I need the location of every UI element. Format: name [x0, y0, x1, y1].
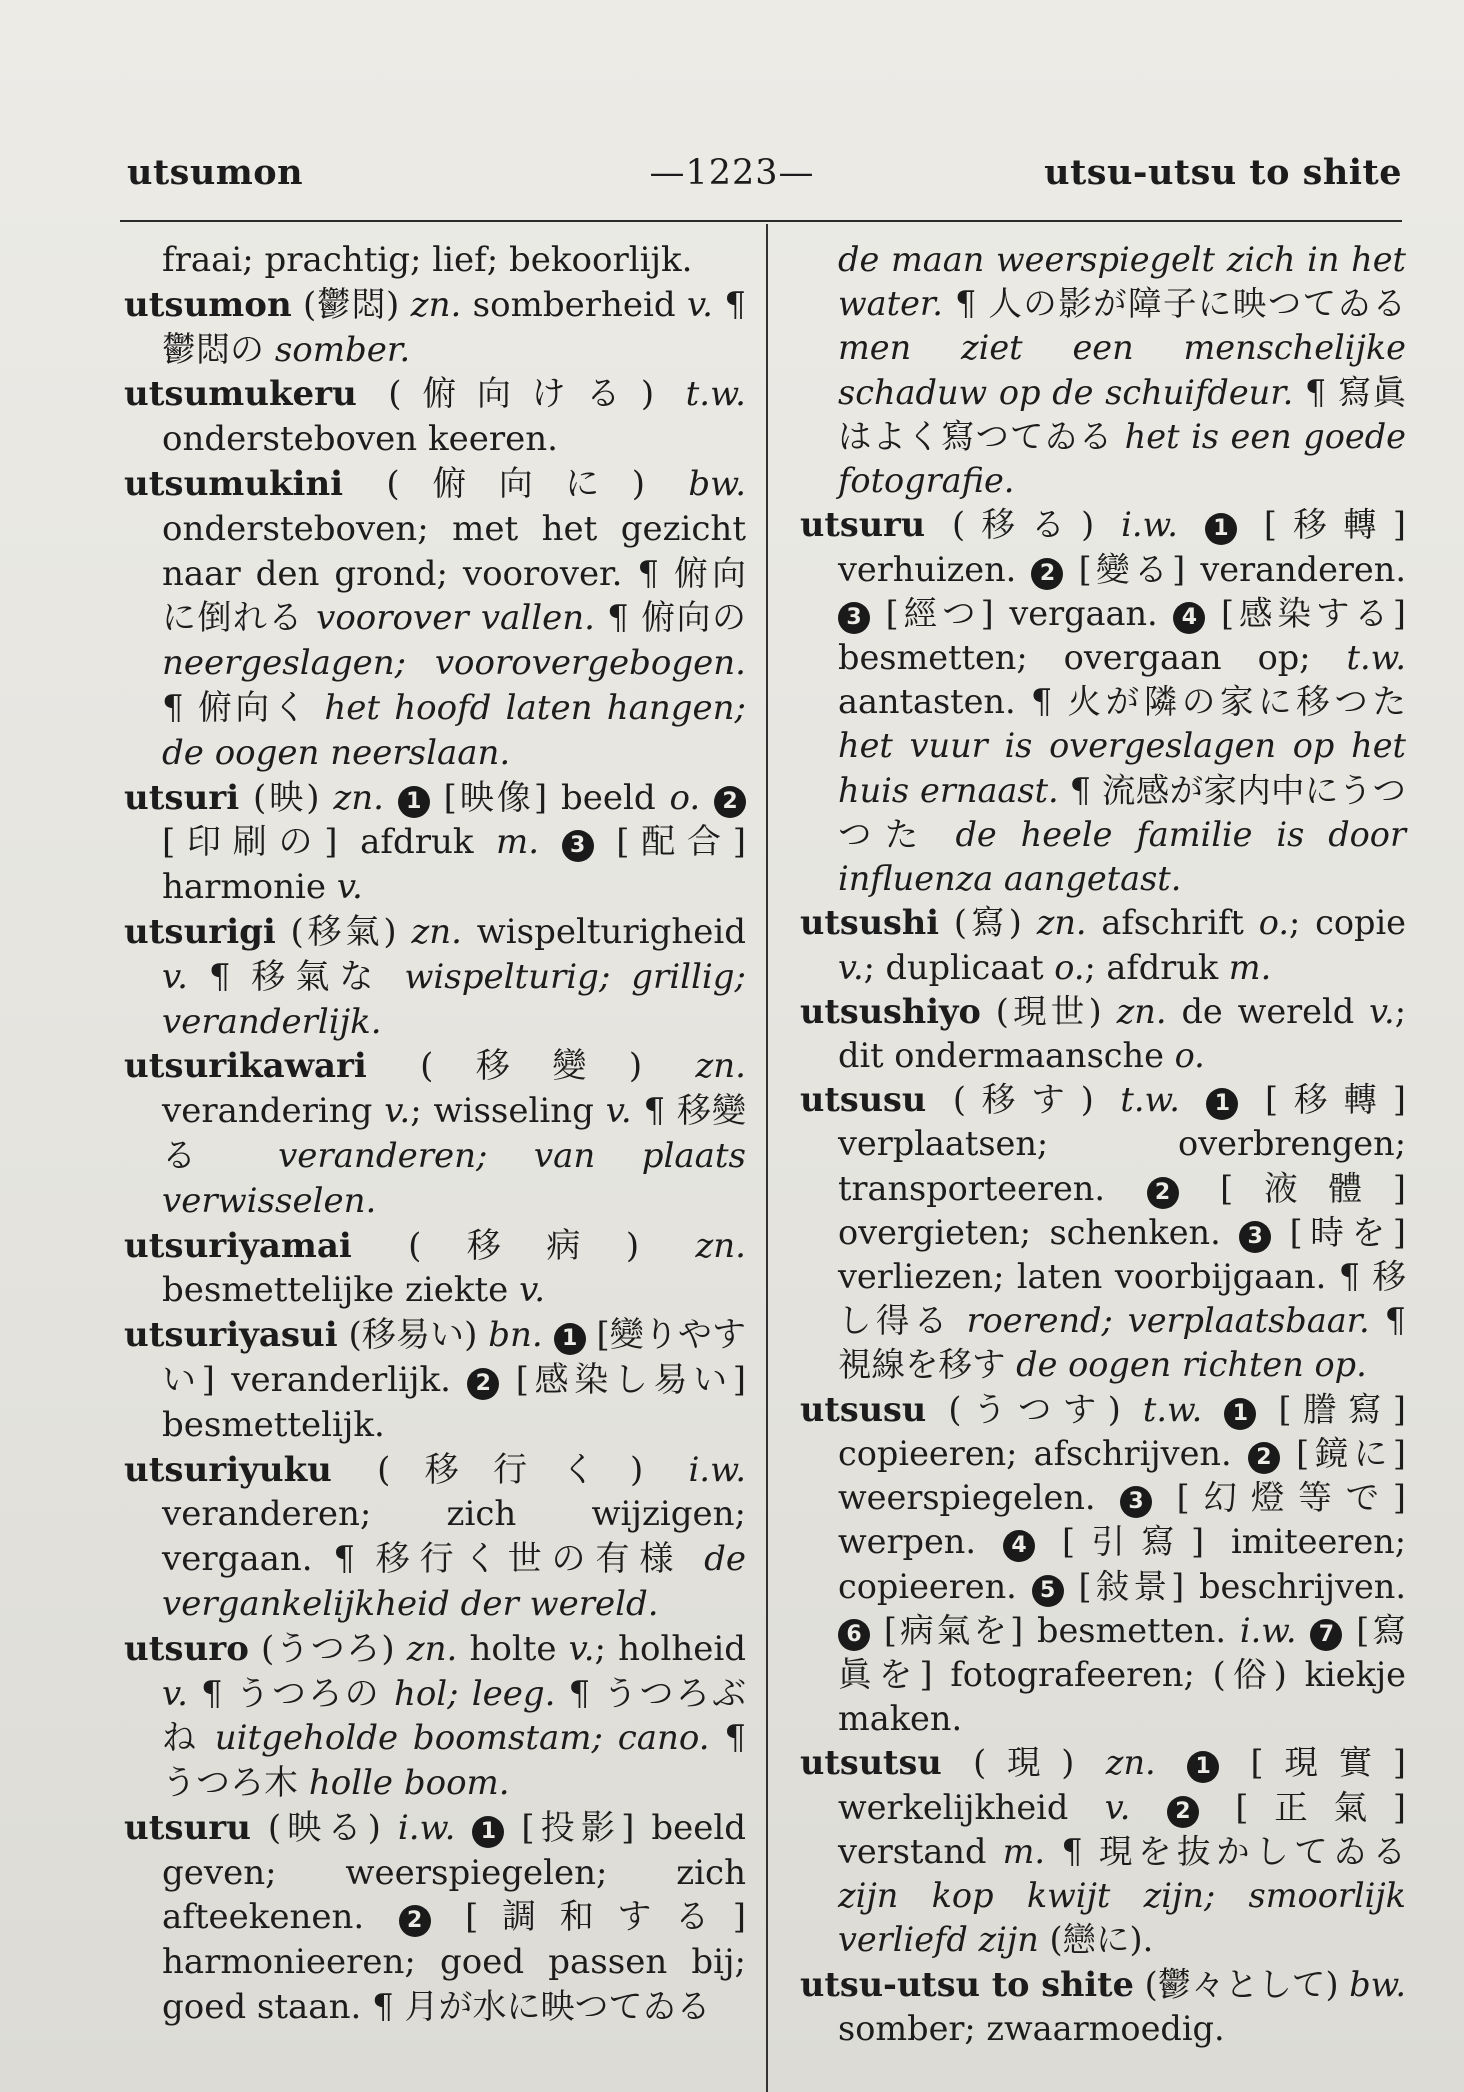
example-translation: uitgeholde boomstam; cano. [214, 1718, 710, 1759]
headword: utsumon [124, 284, 292, 325]
entry-text: afschrift [1086, 903, 1259, 943]
grammar-label: v. [686, 284, 713, 325]
dictionary-entry [124, 1044, 746, 1223]
example-translation: hol; leeg. [393, 1673, 556, 1714]
sense-number-badge: 1 [398, 786, 430, 818]
entry-text: [投影] beeld geven; weerspiegelen; zich afteekenen. [162, 1807, 746, 1938]
entry-text: ¶ 流感が家内中にうつつた [838, 770, 1406, 854]
grammar-label: t.w. [1142, 1389, 1203, 1429]
entry-text: ¶ 移氣な [187, 956, 405, 997]
entry-text: [現實] werkelijkheid [838, 1743, 1407, 1827]
headword: utsuro [124, 1628, 249, 1669]
grammar-label: v. [1104, 1787, 1131, 1827]
entry-text: ; dit ondermaansche [838, 991, 1406, 1075]
grammar-label: zn. [411, 911, 462, 952]
entry-text: (移病) [351, 1225, 696, 1266]
entry-text: somberheid [461, 284, 687, 325]
entry-text: (映る) [250, 1807, 398, 1848]
entry-text: (移す) [926, 1080, 1121, 1120]
dictionary-entry [124, 283, 746, 373]
entry-text: (鬱悶) [291, 284, 411, 325]
grammar-label: zn. [695, 1225, 746, 1266]
entry-text: (俯向に) [343, 463, 689, 504]
entry-text: [病氣を] besmetten. [870, 1610, 1240, 1650]
sense-number-badge: 5 [1032, 1575, 1064, 1607]
entry-text [384, 778, 398, 818]
dictionary-entry [800, 901, 1406, 989]
entry-text: ¶ 俯向の [594, 598, 747, 639]
entry-text: [敍景] beschrijven. [1063, 1566, 1406, 1606]
entry-text: [感染し易い] besmettelijk. [162, 1359, 746, 1445]
entry-text [539, 822, 562, 862]
entry-text: [變る] veranderen. [1063, 549, 1406, 589]
sense-number-badge: 3 [1120, 1486, 1152, 1518]
sense-number-badge: 1 [1187, 1751, 1219, 1783]
sense-number-badge: 3 [562, 830, 594, 862]
grammar-label: zn. [1105, 1743, 1156, 1783]
grammar-label: v. [162, 956, 188, 997]
dictionary-entry [124, 372, 746, 462]
sense-number-badge: 2 [1167, 1796, 1199, 1828]
dictionary-entry [124, 462, 746, 776]
sense-number-badge: 6 [838, 1619, 870, 1651]
entry-text [1180, 1080, 1207, 1119]
grammar-label: i.w. [1121, 505, 1178, 545]
example-translation: voorover vallen. [316, 598, 595, 639]
entry-text: ¶ うつろぶね [162, 1673, 746, 1759]
sense-number-badge: 2 [714, 786, 746, 818]
headword: utsushi [800, 903, 939, 943]
entry-text: [謄寫] copieeren; afschrijven. [838, 1389, 1406, 1473]
entry-text [1130, 1788, 1166, 1827]
sense-number-badge: 4 [1003, 1530, 1035, 1562]
entry-text: (戀に). [1038, 1920, 1154, 1960]
grammar-label: v. [1369, 991, 1395, 1031]
entry-text: ondersteboven; met het gezicht naar den grond; voorover. ¶ 俯向に倒れる [162, 508, 746, 639]
running-head-right: utsu-utsu to shite [1044, 152, 1402, 193]
example-translation: de vergankelijkheid der wereld. [162, 1539, 746, 1624]
entry-text: ¶ 寫眞はよく寫つてゐる [838, 372, 1406, 456]
entry-text: [移轉] verhuizen. [838, 505, 1406, 589]
headword: utsurigi [124, 911, 276, 952]
dictionary-entry [124, 1224, 746, 1314]
entry-text: ¶ 移變る [162, 1091, 746, 1176]
entry-text: [移轉] verplaatsen; overbrengen; transporteeren. [838, 1080, 1406, 1208]
entry-text: ondersteboven keeren. [162, 419, 558, 460]
continued-entry [800, 238, 1406, 503]
example-translation: de heele familie is door influenza aangetast. [838, 814, 1406, 899]
entry-text: [映像] beeld [429, 777, 670, 818]
example-translation: veranderen; van plaats verwisselen. [162, 1135, 746, 1221]
entry-text [700, 778, 714, 818]
headword: utsumukeru [124, 374, 357, 415]
grammar-label: v. [605, 1091, 632, 1132]
header-rule [120, 220, 1402, 222]
grammar-label: zn. [695, 1046, 746, 1087]
entry-text: ; wisseling [410, 1091, 606, 1132]
dictionary-entry [800, 1741, 1406, 1962]
example-translation: de oogen richten op. [1016, 1345, 1367, 1385]
left-column [124, 238, 746, 2030]
grammar-label: o. [1258, 903, 1289, 943]
entry-text: [印刷の] afdruk [162, 822, 497, 863]
example-translation: wispelturig; grillig; veranderlijk. [162, 956, 746, 1042]
column-divider [766, 224, 768, 2092]
grammar-label: t.w. [1120, 1080, 1180, 1120]
grammar-label: zn. [1036, 903, 1087, 943]
entry-text: [正氣] verstand [838, 1787, 1406, 1871]
grammar-label: zn. [410, 284, 462, 325]
example-translation: de maan weerspiegelt zich in het water. [838, 240, 1406, 324]
running-head-left: utsumon [127, 152, 304, 193]
sense-number-badge: 2 [1248, 1442, 1280, 1474]
grammar-label: bn. [488, 1315, 543, 1356]
headword: utsusu [800, 1080, 927, 1120]
entry-text: de wereld [1166, 991, 1370, 1031]
grammar-label: m. [1002, 1831, 1046, 1871]
grammar-label: o. [1174, 1035, 1205, 1075]
entry-text [455, 1808, 472, 1848]
entry-text: ¶ 視線を移す [838, 1301, 1406, 1385]
sense-number-badge: 3 [1239, 1221, 1271, 1253]
example-translation: men ziet een menschelijke schaduw op de schuifdeur. [838, 328, 1406, 412]
dictionary-entry [800, 503, 1406, 901]
dictionary-entry [800, 1078, 1406, 1388]
grammar-label: o. [669, 777, 701, 818]
entry-text: (現) [941, 1743, 1106, 1783]
entry-text: [配合] harmonie [162, 822, 746, 908]
entry-text [1178, 505, 1205, 544]
dictionary-entry [124, 1806, 746, 2030]
sense-number-badge: 1 [554, 1323, 586, 1355]
dictionary-entry [800, 990, 1406, 1078]
grammar-label: i.w. [397, 1807, 456, 1848]
grammar-label: v. [568, 1628, 595, 1669]
grammar-label: m. [496, 822, 540, 863]
dictionary-entry [124, 1313, 746, 1447]
grammar-label: t.w. [1346, 637, 1406, 677]
entry-text: ¶ うつろ木 [162, 1718, 746, 1804]
entry-text: ; holheid [594, 1628, 746, 1669]
headword: utsuri [124, 777, 240, 818]
entry-text: [調和する] harmonieeren; goed passen bij; goed staan. ¶ 月が水に映つてゐる [162, 1897, 747, 2028]
entry-text: (映) [239, 777, 334, 818]
entry-text: [時を] verliezen; laten voorbijgaan. ¶ 移し得る [838, 1212, 1406, 1341]
entry-text: aantasten. ¶ 火が隣の家に移つた [838, 682, 1406, 722]
entry-text: [液體] overgieten; schenken. [838, 1168, 1406, 1252]
grammar-label: t.w. [685, 374, 746, 415]
entry-text: ; afdruk [1084, 947, 1229, 987]
entry-text [1156, 1743, 1187, 1782]
entry-text: (移變) [366, 1046, 696, 1087]
entry-text: (うつす) [926, 1389, 1143, 1429]
grammar-label: v. [336, 867, 363, 908]
entry-text: [感染する] besmetten; overgaan op; [838, 593, 1406, 677]
sense-number-badge: 2 [467, 1368, 499, 1400]
grammar-label: o. [1054, 947, 1085, 987]
entry-text: veranderen; zich wijzigen; vergaan. ¶ 移行く世の有様 [162, 1494, 746, 1580]
sense-number-badge: 2 [1031, 558, 1063, 590]
example-translation: het vuur is overgeslagen op het huis ernaast. [838, 726, 1406, 810]
sense-number-badge: 1 [1224, 1398, 1256, 1430]
entry-text: besmettelijke ziekte [162, 1270, 520, 1311]
headword: utsuriyuku [124, 1449, 332, 1490]
example-translation: neergeslagen; voorovergebogen. [162, 643, 746, 684]
entry-text: [幻燈等で] werpen. [838, 1478, 1406, 1562]
example-translation: somber. [274, 329, 411, 370]
sense-number-badge: 4 [1173, 602, 1205, 634]
dictionary-entry [800, 1388, 1406, 1742]
sense-number-badge: 7 [1310, 1619, 1342, 1651]
headword: utsu-utsu to shite [800, 1964, 1134, 2004]
example-translation: zijn kop kwijt zijn; smoorlijk verliefd zijn [838, 1876, 1406, 1960]
entry-text: (寫) [939, 903, 1037, 943]
grammar-label: bw. [688, 463, 746, 504]
grammar-label: zn. [333, 777, 384, 818]
dictionary-entry [124, 776, 746, 910]
sense-number-badge: 2 [399, 1905, 431, 1937]
entry-text: [引寫] imiteeren; copieeren. [838, 1522, 1407, 1606]
headword: utsuru [124, 1807, 251, 1848]
entry-text: wispelturigheid [462, 911, 746, 952]
continued-entry [124, 238, 746, 283]
headword: utsuriyamai [124, 1225, 352, 1266]
headword: utsuru [800, 505, 926, 545]
entry-text: ¶ 鬱悶の [162, 284, 746, 370]
entry-text: fraai; prachtig; lief; bekoorlijk. [162, 240, 693, 280]
grammar-label: zn. [406, 1628, 458, 1669]
sense-number-badge: 1 [1206, 1088, 1238, 1120]
entry-text: [經つ] vergaan. [870, 593, 1174, 633]
entry-text: ¶ 俯向く [162, 687, 325, 728]
entry-text [1202, 1390, 1224, 1429]
headword: utsutsu [800, 1743, 942, 1783]
entry-text: ; duplicaat [863, 947, 1055, 987]
entry-text: ; copie [1288, 903, 1407, 943]
dictionary-entry [800, 1963, 1406, 2051]
example-translation: het is een goede fotografie. [838, 416, 1406, 501]
grammar-label: i.w. [1239, 1610, 1297, 1650]
grammar-label: i.w. [688, 1449, 746, 1490]
sense-number-badge: 1 [472, 1816, 504, 1848]
sense-number-badge: 1 [1205, 513, 1237, 545]
entry-text: somber; zwaarmoedig. [838, 2008, 1225, 2048]
dictionary-entry [124, 1448, 746, 1627]
entry-text: (移行く) [331, 1449, 689, 1490]
dictionary-entry [124, 1627, 746, 1806]
entry-text: (移氣) [275, 911, 412, 952]
page-number: —1223— [649, 153, 815, 193]
grammar-label: v. [838, 947, 864, 987]
grammar-label: v. [384, 1091, 411, 1132]
headword: utsushiyo [800, 991, 981, 1031]
entry-text: ¶ うつろの [187, 1673, 394, 1714]
right-column [800, 238, 1406, 2051]
entry-text: (移る) [925, 505, 1122, 545]
grammar-label: zn. [1116, 991, 1167, 1031]
grammar-label: bw. [1349, 1964, 1406, 2004]
entry-text: holte [457, 1628, 569, 1669]
dictionary-entry [124, 910, 746, 1044]
entry-text: (鬱々として) [1133, 1964, 1350, 2004]
entry-text: [變りやすい] veranderlijk. [162, 1315, 746, 1400]
entry-text [1297, 1611, 1311, 1650]
entry-text: [寫眞を] fotografeeren; (俗) kiekje maken. [838, 1610, 1406, 1739]
sense-number-badge: 3 [838, 602, 870, 634]
grammar-label: v. [519, 1270, 546, 1311]
entry-text: (移易い) [337, 1315, 489, 1356]
headword: utsurikawari [124, 1046, 367, 1087]
headword: utsuriyasui [124, 1315, 338, 1356]
entry-text: verandering [162, 1091, 385, 1132]
entry-text: (現世) [980, 991, 1117, 1031]
entry-text: ¶ 現を抜かしてゐる [1045, 1831, 1406, 1871]
entry-text: (うつろ) [248, 1628, 407, 1669]
grammar-label: m. [1228, 947, 1272, 987]
entry-text: ¶ 人の影が障子に映つてゐる [942, 284, 1406, 324]
entry-text: (俯向ける) [356, 374, 686, 415]
headword: utsusu [800, 1389, 927, 1429]
entry-text [543, 1315, 554, 1355]
grammar-label: v. [162, 1673, 188, 1714]
example-translation: roerend; verplaatsbaar. [966, 1301, 1370, 1341]
example-translation: holle boom. [308, 1763, 510, 1804]
entry-text: [鏡に] weerspiegelen. [838, 1433, 1406, 1518]
headword: utsumukini [124, 463, 344, 504]
example-translation: het hoofd laten hangen; de oogen neerslaan. [162, 687, 746, 773]
sense-number-badge: 2 [1147, 1177, 1179, 1209]
